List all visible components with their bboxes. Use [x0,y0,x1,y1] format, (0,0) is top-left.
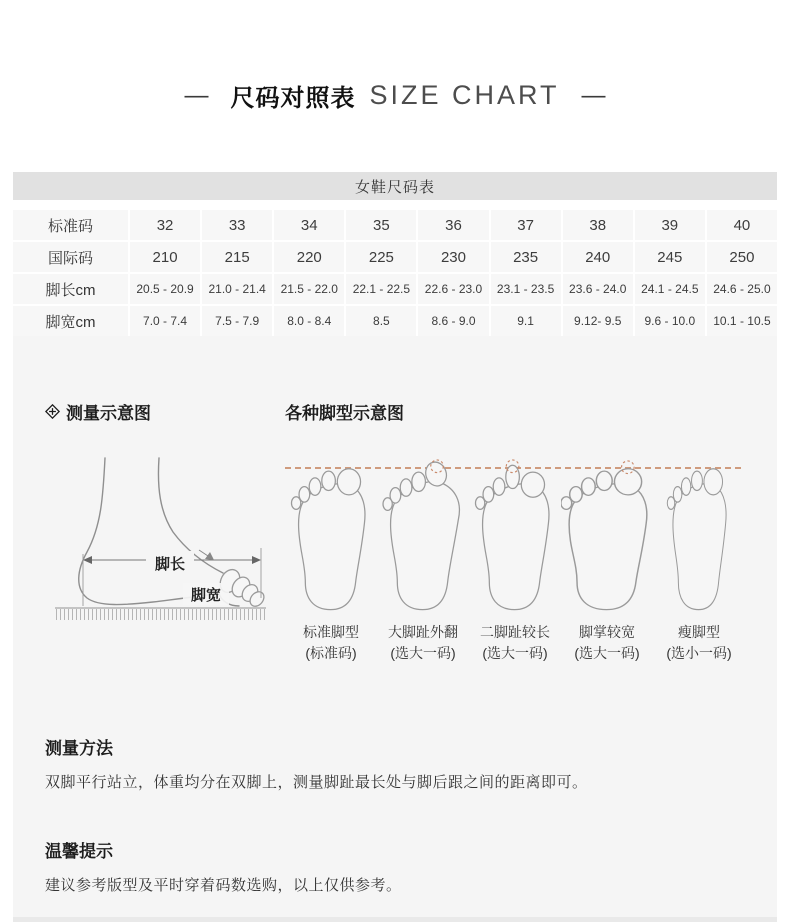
table-row-intl-size [13,242,777,272]
size-cell: 24.1 - 24.5 [635,274,705,304]
foot-type-bunion [377,456,469,664]
tips-body: 建议参考版型及平时穿着码数选购，以上仅供参考。 [45,877,402,894]
foot-type-advice: (选大一码) [390,645,456,661]
row-label: 脚宽cm [13,306,128,336]
title-dash-right: — [581,81,606,109]
size-cell: 22.1 - 22.5 [346,274,416,304]
page-title [0,0,790,113]
size-cell: 35 [346,210,416,240]
size-cell: 8.6 - 9.0 [418,306,488,336]
table-row-foot-length [13,274,777,304]
tips-block [45,837,745,895]
foot-type-advice: (选大一码) [574,645,640,661]
size-cell: 245 [635,242,705,272]
diamond-plus-icon [45,404,60,419]
size-cell: 33 [202,210,272,240]
foot-type-advice: (选大一码) [482,645,548,661]
footprint-slim [653,456,745,616]
diagram-section [45,400,745,664]
measure-method-title: 测量方法 [45,739,113,758]
size-cell: 21.0 - 21.4 [202,274,272,304]
size-cell: 32 [130,210,200,240]
foot-width-label: 脚宽 [190,587,222,604]
foot-type-slim [653,456,745,664]
size-cell: 24.6 - 25.0 [707,274,777,304]
row-label: 标准码 [13,210,128,240]
size-cell: 9.6 - 10.0 [635,306,705,336]
measure-method-block [45,734,745,792]
measure-section-label: 测量示意图 [66,403,151,423]
measure-diagram-block [45,400,285,664]
foot-type-name: 二脚趾较长 [480,624,550,640]
size-cell: 34 [274,210,344,240]
size-cell: 235 [491,242,561,272]
table-title: 女鞋尺码表 [13,172,777,200]
size-cell: 230 [418,242,488,272]
size-cell: 7.5 - 7.9 [202,306,272,336]
page-title-en: SIZE CHART [369,80,560,110]
size-cell: 20.5 - 20.9 [130,274,200,304]
foot-type-standard [285,456,377,664]
size-chart-table [13,172,777,336]
size-cell: 8.5 [346,306,416,336]
size-cell: 10.1 - 10.5 [707,306,777,336]
foot-type-name: 脚掌较宽 [578,624,635,640]
measure-section-title [45,400,285,422]
size-cell: 40 [707,210,777,240]
footprint-long-second-toe [469,456,561,616]
size-cell: 37 [491,210,561,240]
footprint-wide [561,456,653,616]
size-cell: 220 [274,242,344,272]
foot-type-name: 大脚趾外翻 [388,624,458,640]
page-title-cn: 尺码对照表 [230,85,356,112]
row-label: 脚长cm [13,274,128,304]
table-row-foot-width [13,306,777,336]
foot-types-figures [285,456,745,664]
size-cell: 210 [130,242,200,272]
foot-types-section-title [285,400,745,422]
foot-measure-illustration [53,456,268,628]
size-cell: 38 [563,210,633,240]
foot-type-name: 标准脚型 [303,624,359,640]
size-cell: 39 [635,210,705,240]
size-cell: 36 [418,210,488,240]
info-panel [13,336,777,922]
size-cell: 240 [563,242,633,272]
size-cell: 21.5 - 22.0 [274,274,344,304]
foot-types-block [285,400,745,664]
size-cell: 215 [202,242,272,272]
size-grid [13,210,777,336]
measure-method-body: 双脚平行站立，体重均分在双脚上，测量脚趾最长处与脚后跟之间的距离即可。 [45,774,588,791]
foot-type-long-second-toe [469,456,561,664]
foot-type-wide [561,456,653,664]
foot-types-section-label: 各种脚型示意图 [285,403,404,423]
table-row-standard-size [13,210,777,240]
size-cell: 250 [707,242,777,272]
footprint-bunion [377,456,469,616]
foot-type-advice: (标准码) [305,645,357,661]
title-dash-left: — [184,81,209,109]
size-cell: 7.0 - 7.4 [130,306,200,336]
foot-type-name: 瘦脚型 [677,624,720,640]
size-cell: 8.0 - 8.4 [274,306,344,336]
foot-length-label: 脚长 [154,556,186,573]
size-cell: 22.6 - 23.0 [418,274,488,304]
size-cell: 225 [346,242,416,272]
size-cell: 23.1 - 23.5 [491,274,561,304]
size-cell: 23.6 - 24.0 [563,274,633,304]
size-cell: 9.12- 9.5 [563,306,633,336]
footprint-standard [285,456,377,616]
tips-title: 温馨提示 [45,842,113,861]
foot-type-advice: (选小一码) [666,645,732,661]
size-cell: 9.1 [491,306,561,336]
row-label: 国际码 [13,242,128,272]
